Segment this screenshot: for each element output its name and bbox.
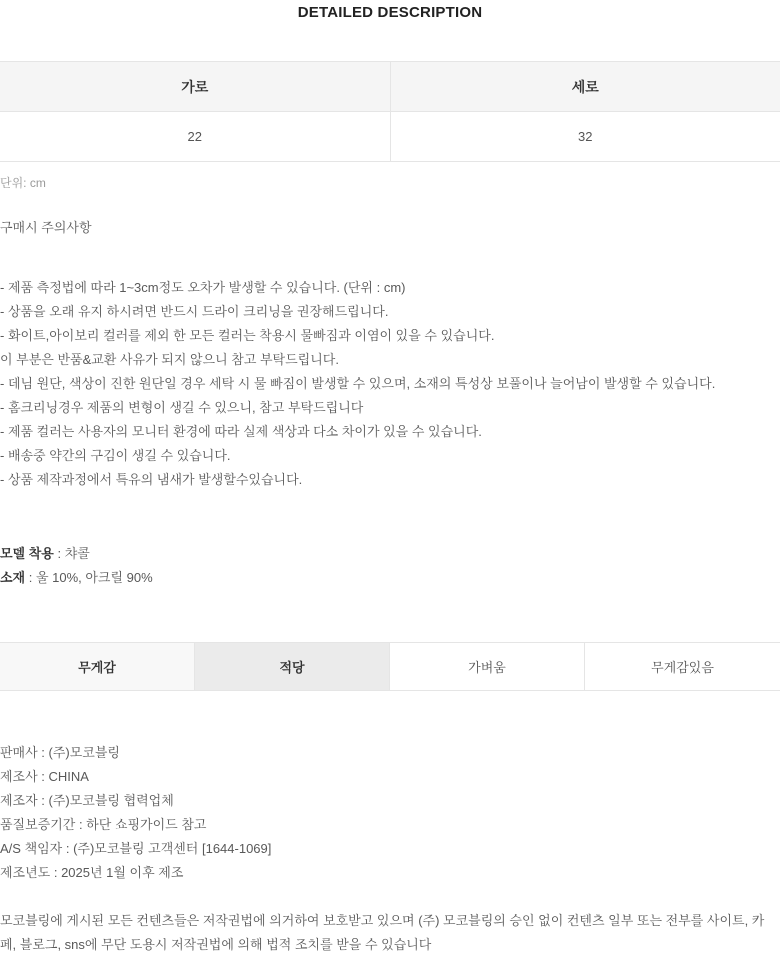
seller-info-line: 제조자 : (주)모코블링 협력업체 [0,793,174,808]
size-value-height: 32 [390,112,780,162]
notice-heading: 구매시 주의사항 [0,220,92,235]
notice-line: 이 부분은 반품&교환 사유가 되지 않으니 참고 부탁드립니다. [0,352,339,367]
weight-option-cell: 무게감있음 [585,643,780,690]
notice-line: - 데님 원단, 색상이 진한 원단일 경우 세탁 시 물 빠짐이 발생할 수 있으며, 소재의 특성상 보풀이나 늘어남이 발생할 수 있습니다. [0,376,716,391]
seller-info [0,741,780,885]
unit-note: 단위: cm [0,176,46,190]
copyright-notice: 모코블링에 게시된 모든 컨텐츠들은 저작권법에 의거하여 보호받고 있으며 (주) 모코블링의 승인 없이 컨텐츠 일부 또는 전부를 사이트, 카페, 블로그, sns에 무단 도용시 저작권법에 의해 법적 조치를 받을 수 있습니다 [0,913,765,952]
weight-category-cell: 무게감 [0,643,195,690]
notice-line: - 상품을 오래 유지 하시려면 반드시 드라이 크리닝을 권장해드립니다. [0,304,389,319]
weight-selected-cell: 적당 [195,643,390,690]
size-table-value-row [0,112,780,162]
notice-line: - 배송중 약간의 구김이 생길 수 있습니다. [0,448,231,463]
material-label: 소재 [0,570,26,585]
material-value: : 울 10%, 아크릴 90% [25,570,153,585]
size-table-header-width: 가로 [0,62,390,112]
weight-scale-table [0,642,780,691]
seller-info-line: 품질보증기간 : 하단 쇼핑가이드 참고 [0,817,207,832]
model-wearing-value: : 챠콜 [53,546,90,561]
notice-line: - 화이트,아이보리 컬러를 제외 한 모든 컬러는 착용시 물빠짐과 이염이 있을 수 있습니다. [0,328,495,343]
page-title: DETAILED DESCRIPTION [297,4,483,21]
model-wearing-line [0,542,780,566]
weight-option-cell: 가벼움 [390,643,585,690]
size-table [0,61,780,162]
seller-info-line: 제조사 : CHINA [0,769,89,784]
size-table-header-row [0,62,780,112]
model-material-info [0,542,780,590]
notice-list [0,276,780,492]
size-table-header-height: 세로 [390,62,780,112]
notice-line: - 제품 컬러는 사용자의 모니터 환경에 따라 실제 색상과 다소 차이가 있을 수 있습니다. [0,424,482,439]
material-line [0,566,780,590]
seller-info-line: 판매사 : (주)모코블링 [0,745,120,760]
seller-info-line: A/S 책임자 : (주)모코블링 고객센터 [1644-1069] [0,841,272,856]
model-wearing-label: 모델 착용 [0,546,54,561]
notice-line: - 홈크리닝경우 제품의 변형이 생길 수 있으니, 참고 부탁드립니다 [0,400,364,415]
size-value-width: 22 [0,112,390,162]
notice-line: - 상품 제작과정에서 특유의 냄새가 발생할수있습니다. [0,472,303,487]
notice-line: - 제품 측정법에 따라 1~3cm정도 오차가 발생할 수 있습니다. (단위 : cm) [0,280,406,295]
seller-info-line: 제조년도 : 2025년 1월 이후 제조 [0,865,184,880]
